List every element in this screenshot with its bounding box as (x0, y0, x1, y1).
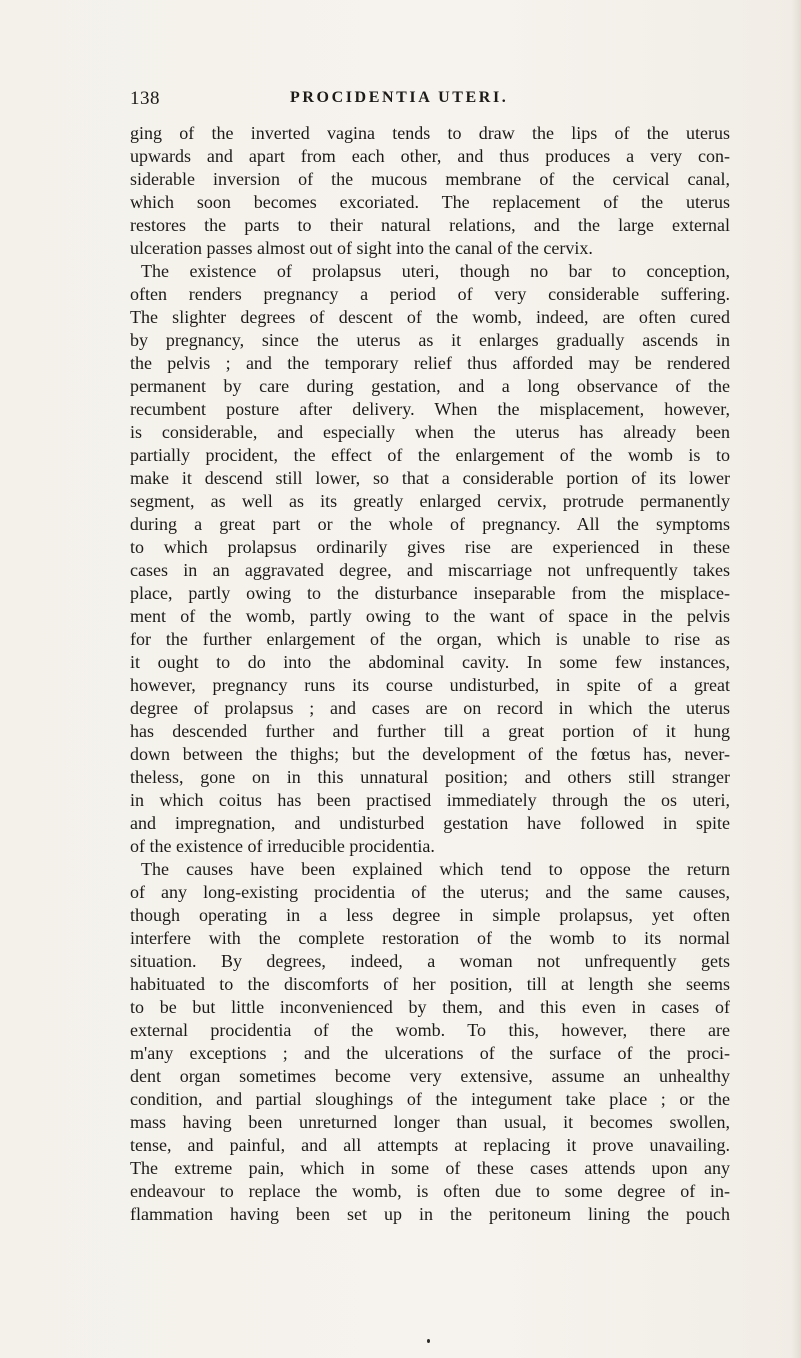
text-line: restores the parts to their natural relations, and the large external (130, 215, 730, 235)
text-line: partially procident, the effect of the enlargement of the womb is to (130, 445, 730, 465)
text-line: tense, and painful, and all attempts at replacing it prove unavailing. (130, 1135, 730, 1155)
text-line: in which coitus has been practised immediately through the os uteri, (130, 790, 730, 810)
text-line: condition, and partial sloughings of the integument take place ; or the (130, 1089, 730, 1109)
text-line: mass having been unreturned longer than usual, it becomes swollen, (130, 1112, 730, 1132)
text-line: The existence of prolapsus uteri, though no bar to conception, (141, 261, 730, 281)
text-line: theless, gone on in this unnatural position; and others still stranger (130, 767, 730, 787)
text-line: of any long-existing procidentia of the uterus; and the same causes, (130, 882, 730, 902)
text-line: situation. By degrees, indeed, a woman not unfrequently gets (130, 951, 730, 971)
text-line: to be but little inconvenienced by them, and this even in cases of (130, 997, 730, 1017)
text-line: upwards and apart from each other, and thus produces a very con- (130, 146, 730, 166)
text-line: it ought to do into the abdominal cavity. In some few instances, (130, 652, 730, 672)
text-line: The slighter degrees of descent of the womb, indeed, are often cured (130, 307, 730, 327)
text-line: The causes have been explained which tend to oppose the return (141, 859, 730, 879)
text-line: often renders pregnancy a period of very considerable suffering. (130, 284, 730, 304)
text-line: permanent by care during gestation, and a long observance of the (130, 376, 730, 396)
text-line: to which prolapsus ordinarily gives rise are experienced in these (130, 537, 730, 557)
text-line: external procidentia of the womb. To this, however, there are (130, 1020, 730, 1040)
page-number: 138 (130, 88, 160, 109)
text-line: interfere with the complete restoration of the womb to its normal (130, 928, 730, 948)
text-line: degree of prolapsus ; and cases are on record in which the uterus (130, 698, 730, 718)
text-line: though operating in a less degree in simple prolapsus, yet often (130, 905, 730, 925)
page-header (130, 88, 730, 114)
page-edge-shadow (791, 0, 801, 1358)
text-line: flammation having been set up in the peritoneum lining the pouch (130, 1204, 730, 1224)
text-line: m'any exceptions ; and the ulcerations of the surface of the proci- (130, 1043, 730, 1063)
text-line: however, pregnancy runs its course undisturbed, in spite of a great (130, 675, 730, 695)
text-line: down between the thighs; but the development of the fœtus has, never- (130, 744, 730, 764)
text-line: of the existence of irreducible procidentia. (130, 836, 435, 856)
text-line: cases in an aggravated degree, and miscarriage not unfrequently takes (130, 560, 730, 580)
text-line: The extreme pain, which in some of these cases attends upon any (130, 1158, 730, 1178)
text-line: dent organ sometimes become very extensive, assume an unhealthy (130, 1066, 730, 1086)
text-line: siderable inversion of the mucous membrane of the cervical canal, (130, 169, 730, 189)
text-line: the pelvis ; and the temporary relief thus afforded may be rendered (130, 353, 730, 373)
text-line: for the further enlargement of the organ, which is unable to rise as (130, 629, 730, 649)
text-line: which soon becomes excoriated. The replacement of the uterus (130, 192, 730, 212)
text-line: and impregnation, and undisturbed gestation have followed in spite (130, 813, 730, 833)
text-line: segment, as well as its greatly enlarged cervix, protrude permanently (130, 491, 730, 511)
text-line: ment of the womb, partly owing to the want of space in the pelvis (130, 606, 730, 626)
text-line: by pregnancy, since the uterus as it enlarges gradually ascends in (130, 330, 730, 350)
text-line: ulceration passes almost out of sight into the canal of the cervix. (130, 238, 593, 258)
ink-speck (427, 1339, 430, 1343)
text-line: endeavour to replace the womb, is often due to some degree of in- (130, 1181, 730, 1201)
text-line: has descended further and further till a great portion of it hung (130, 721, 730, 741)
text-line: during a great part or the whole of pregnancy. All the symptoms (130, 514, 730, 534)
text-line: ging of the inverted vagina tends to draw the lips of the uterus (130, 123, 730, 143)
text-line: habituated to the discomforts of her position, till at length she seems (130, 974, 730, 994)
running-head: PROCIDENTIA UTERI. (290, 89, 509, 106)
text-line: is considerable, and especially when the uterus has already been (130, 422, 730, 442)
text-line: recumbent posture after delivery. When the misplacement, however, (130, 399, 730, 419)
text-line: make it descend still lower, so that a considerable portion of its lower (130, 468, 730, 488)
text-line: place, partly owing to the disturbance inseparable from the misplace- (130, 583, 730, 603)
